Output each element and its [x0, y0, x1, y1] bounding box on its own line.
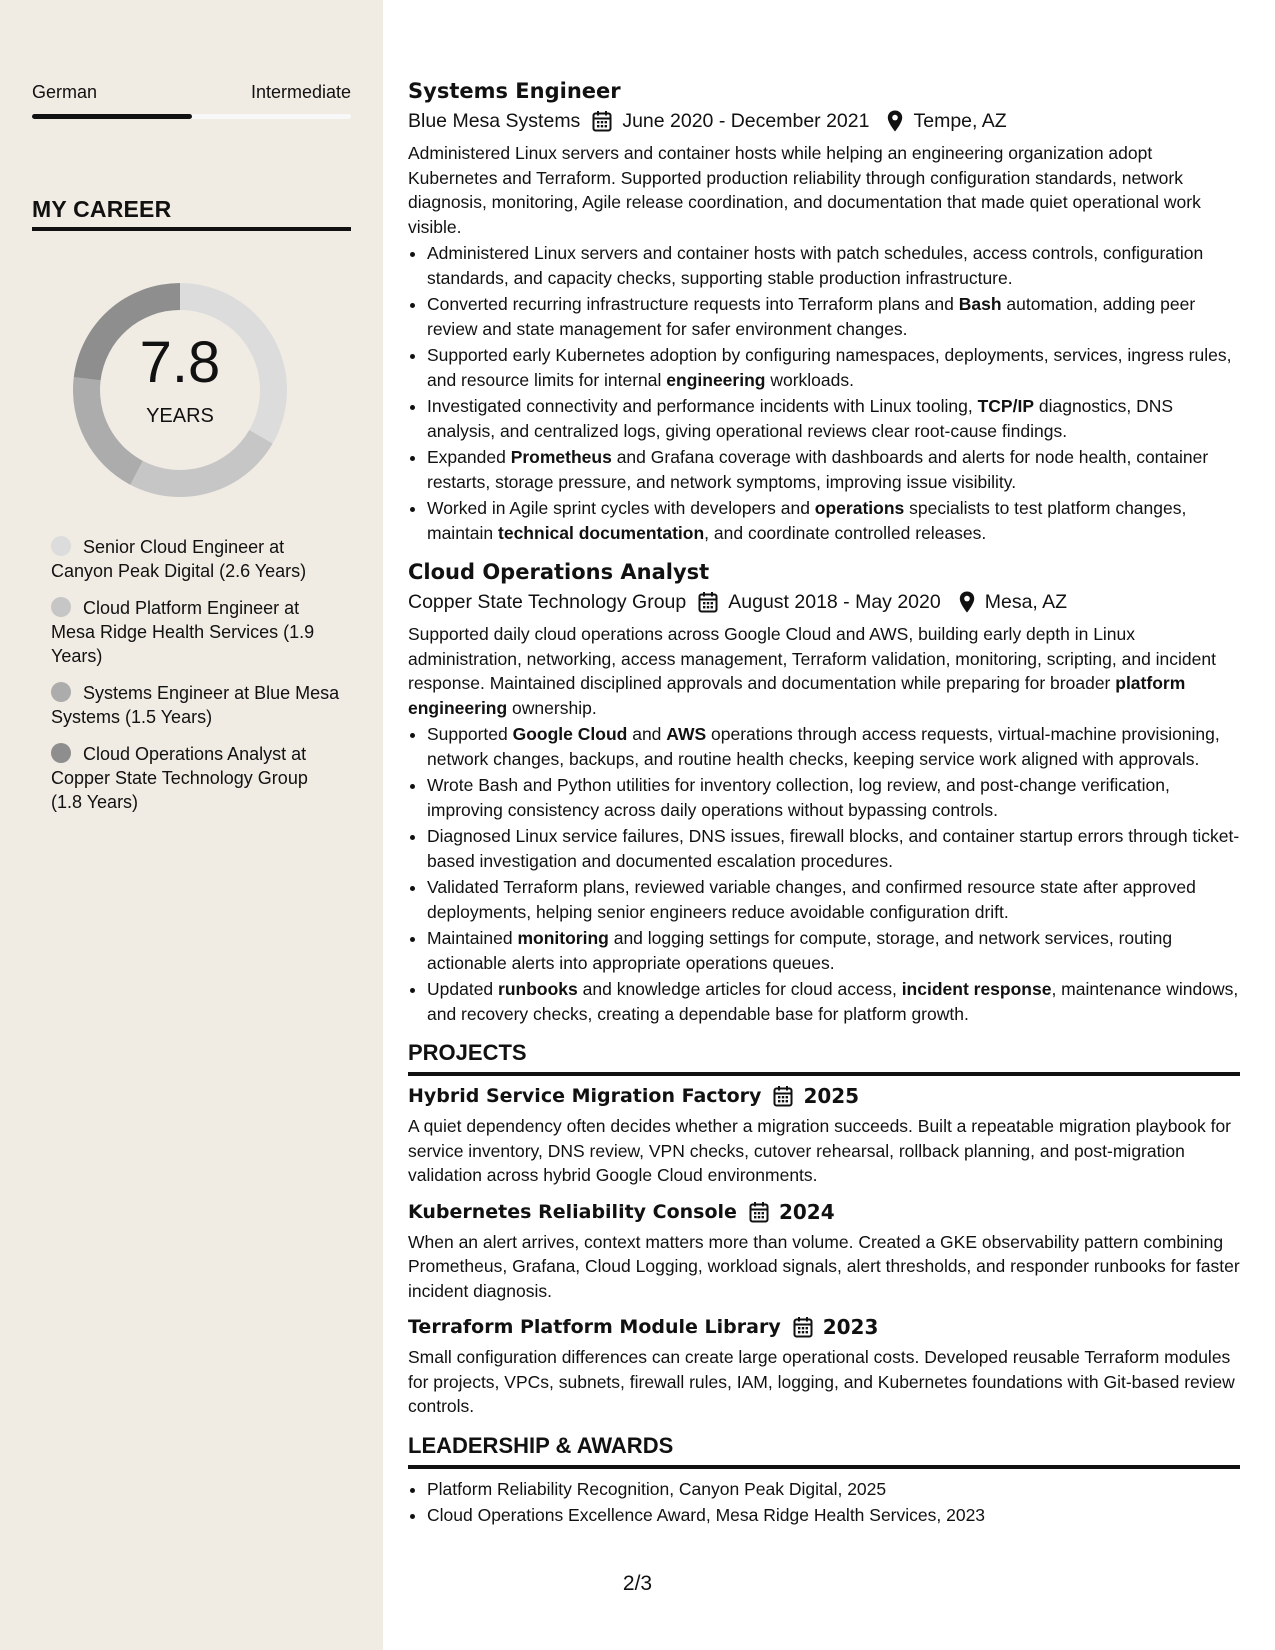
award-item: • Platform Reliability Recognition, Canyon Peak Digital, 2025 — [427, 1477, 1240, 1502]
career-total-value: 7.8 — [139, 330, 221, 395]
career-section-title: MY CAREER — [32, 196, 172, 222]
job-company: Copper State Technology Group — [408, 591, 687, 613]
job-bullet: • Diagnosed Linux service failures, DNS issues, firewall blocks, and container startup errors through ticket-based investigation and documented escalation procedures. — [427, 824, 1240, 873]
project-header — [408, 1200, 1240, 1224]
career-legend-label: Cloud Operations Analyst at Copper State Technology Group (1.8 Years) — [51, 744, 308, 812]
project-header — [408, 1315, 1240, 1339]
awards-section-rule — [408, 1465, 1240, 1469]
career-section-rule — [32, 227, 351, 231]
project-description: When an alert arrives, context matters more than volume. Created a GKE observability pattern combining Prometheus, Grafana, Cloud Logging, workload signals, alert thresholds, and responder runbooks for faster incident diagnosis. — [408, 1231, 1240, 1301]
main-content — [408, 78, 1240, 1530]
language-level: Intermediate — [250, 82, 351, 102]
map-pin-icon — [887, 110, 903, 132]
job-bullet: • Worked in Agile sprint cycles with developers and operations specialists to test platform changes, maintain technical documentation, and coordinate controlled releases. — [427, 496, 1240, 545]
project-description: A quiet dependency often decides whether a migration succeeds. Built a repeatable migration playbook for service inventory, DNS review, VPN checks, cutover rehearsal, rollback planning, and post-migration validation across hybrid Google Cloud environments. — [408, 1116, 1232, 1185]
job-bullet: • Supported Google Cloud and AWS operations through access requests, virtual-machine provisioning, network changes, backups, and routine health checks, keeping service work aligned with approvals. — [427, 722, 1240, 771]
project-name: Hybrid Service Migration Factory — [408, 1085, 762, 1107]
awards-list — [408, 1477, 1240, 1528]
career-total-unit: YEARS — [146, 405, 214, 427]
job-bullet: • Maintained monitoring and logging settings for compute, storage, and network services, routing actionable alerts into appropriate operations queues. — [427, 926, 1240, 975]
job-dates: August 2018 - May 2020 — [728, 591, 941, 613]
project-name: Kubernetes Reliability Console — [408, 1200, 737, 1223]
career-legend-label: Senior Cloud Engineer at Canyon Peak Digital (2.6 Years) — [51, 537, 307, 581]
job-title: Cloud Operations Analyst — [408, 560, 710, 584]
map-pin-icon — [959, 591, 975, 613]
job-location: Tempe, AZ — [913, 110, 1007, 132]
calendar-icon — [592, 110, 612, 132]
job-bullet: • Updated runbooks and knowledge articles for cloud access, incident response, maintenance windows, and recovery checks, creating a dependable base for platform growth. — [427, 977, 1240, 1026]
job-summary: Supported daily cloud operations across Google Cloud and AWS, building early depth in Linux administration, networking, access management, Terraform validation, monitoring, scripting, and incident response. Maintained disciplined approvals and documentation while preparing for broader platform engineering ownership. — [408, 624, 1216, 718]
job-meta — [408, 588, 1240, 616]
job-dates: June 2020 - December 2021 — [622, 110, 870, 132]
calendar-icon — [698, 591, 718, 613]
projects-section-title: PROJECTS — [408, 1040, 527, 1065]
career-legend — [51, 535, 341, 827]
calendar-icon — [773, 1085, 793, 1107]
project-description: Small configuration differences can create large operational costs. Developed reusable Terraform modules for projects, VPCs, subnets, firewall rules, IAM, logging, and Kubernetes foundations with Git-based review controls. — [408, 1347, 1235, 1416]
language-name: German — [32, 82, 98, 102]
job-bullet: • Wrote Bash and Python utilities for inventory collection, log review, and post-change verification, improving consistency across daily operations without bypassing controls. — [427, 773, 1240, 822]
career-donut-segment-2 — [130, 430, 272, 497]
job-meta — [408, 107, 1240, 135]
job-bullet: • Administered Linux servers and container hosts with patch schedules, access controls, configuration standards, and capacity checks, supporting stable production infrastructure. — [427, 241, 1240, 290]
career-donut-chart — [60, 270, 300, 510]
calendar-icon — [793, 1316, 813, 1338]
legend-dot-icon — [51, 597, 71, 617]
project-year: 2024 — [778, 1199, 835, 1224]
experience-list — [408, 78, 1240, 1026]
job-bullets — [408, 722, 1240, 1026]
career-legend-item — [51, 596, 341, 668]
projects-list — [408, 1084, 1240, 1419]
career-legend-label: Systems Engineer at Blue Mesa Systems (1.5 Years) — [51, 683, 340, 727]
project-name: Terraform Platform Module Library — [408, 1316, 781, 1338]
page-number: 2/3 — [622, 1572, 653, 1595]
calendar-icon — [749, 1201, 769, 1223]
language-proficiency-bar — [32, 114, 351, 119]
language-row — [32, 82, 351, 103]
projects-section-rule — [408, 1072, 1240, 1076]
legend-dot-icon — [51, 536, 71, 556]
career-legend-label: Cloud Platform Engineer at Mesa Ridge Health Services (1.9 Years) — [51, 598, 315, 666]
project-year: 2025 — [803, 1084, 860, 1108]
job-bullet: • Investigated connectivity and performance incidents with Linux tooling, TCP/IP diagnostics, DNS analysis, and centralized logs, giving operational reviews clear root-cause findings. — [427, 394, 1240, 443]
job-bullet: • Supported early Kubernetes adoption by configuring namespaces, deployments, services, ingress rules, and resource limits for internal engineering workloads. — [427, 343, 1240, 392]
job-entry — [408, 559, 1240, 1026]
project-entry — [408, 1084, 1240, 1188]
awards-section-title: LEADERSHIP & AWARDS — [408, 1432, 674, 1458]
job-summary: Administered Linux servers and container hosts while helping an engineering organization adopt Kubernetes and Terraform. Supported production reliability through configuration standards, network diagnosis, monitoring, Agile release coordination, and documentation that made quiet operational work visible. — [408, 143, 1201, 237]
job-company: Blue Mesa Systems — [408, 110, 581, 132]
project-year: 2023 — [822, 1315, 879, 1339]
project-entry — [408, 1315, 1240, 1419]
career-legend-item — [51, 742, 341, 814]
legend-dot-icon — [51, 682, 71, 702]
job-bullet: • Converted recurring infrastructure requests into Terraform plans and Bash automation, adding peer review and state management for safer environment changes. — [427, 292, 1240, 341]
sidebar — [0, 0, 383, 1650]
project-header — [408, 1084, 1240, 1108]
job-entry — [408, 78, 1240, 545]
job-bullet: • Expanded Prometheus and Grafana coverage with dashboards and alerts for node health, container restarts, storage pressure, and network symptoms, improving issue visibility. — [427, 445, 1240, 494]
career-legend-item — [51, 535, 341, 583]
legend-dot-icon — [51, 743, 71, 763]
award-item: • Cloud Operations Excellence Award, Mesa Ridge Health Services, 2023 — [427, 1503, 1240, 1528]
career-legend-item — [51, 681, 341, 729]
job-location: Mesa, AZ — [984, 591, 1068, 613]
job-bullet: • Validated Terraform plans, reviewed variable changes, and confirmed resource state after approved deployments, helping senior engineers reduce avoidable configuration drift. — [427, 875, 1240, 924]
language-proficiency-fill — [32, 114, 192, 119]
job-title: Systems Engineer — [408, 79, 621, 103]
career-donut-segment-3 — [73, 377, 143, 485]
project-entry — [408, 1200, 1240, 1304]
job-bullets — [408, 241, 1240, 545]
